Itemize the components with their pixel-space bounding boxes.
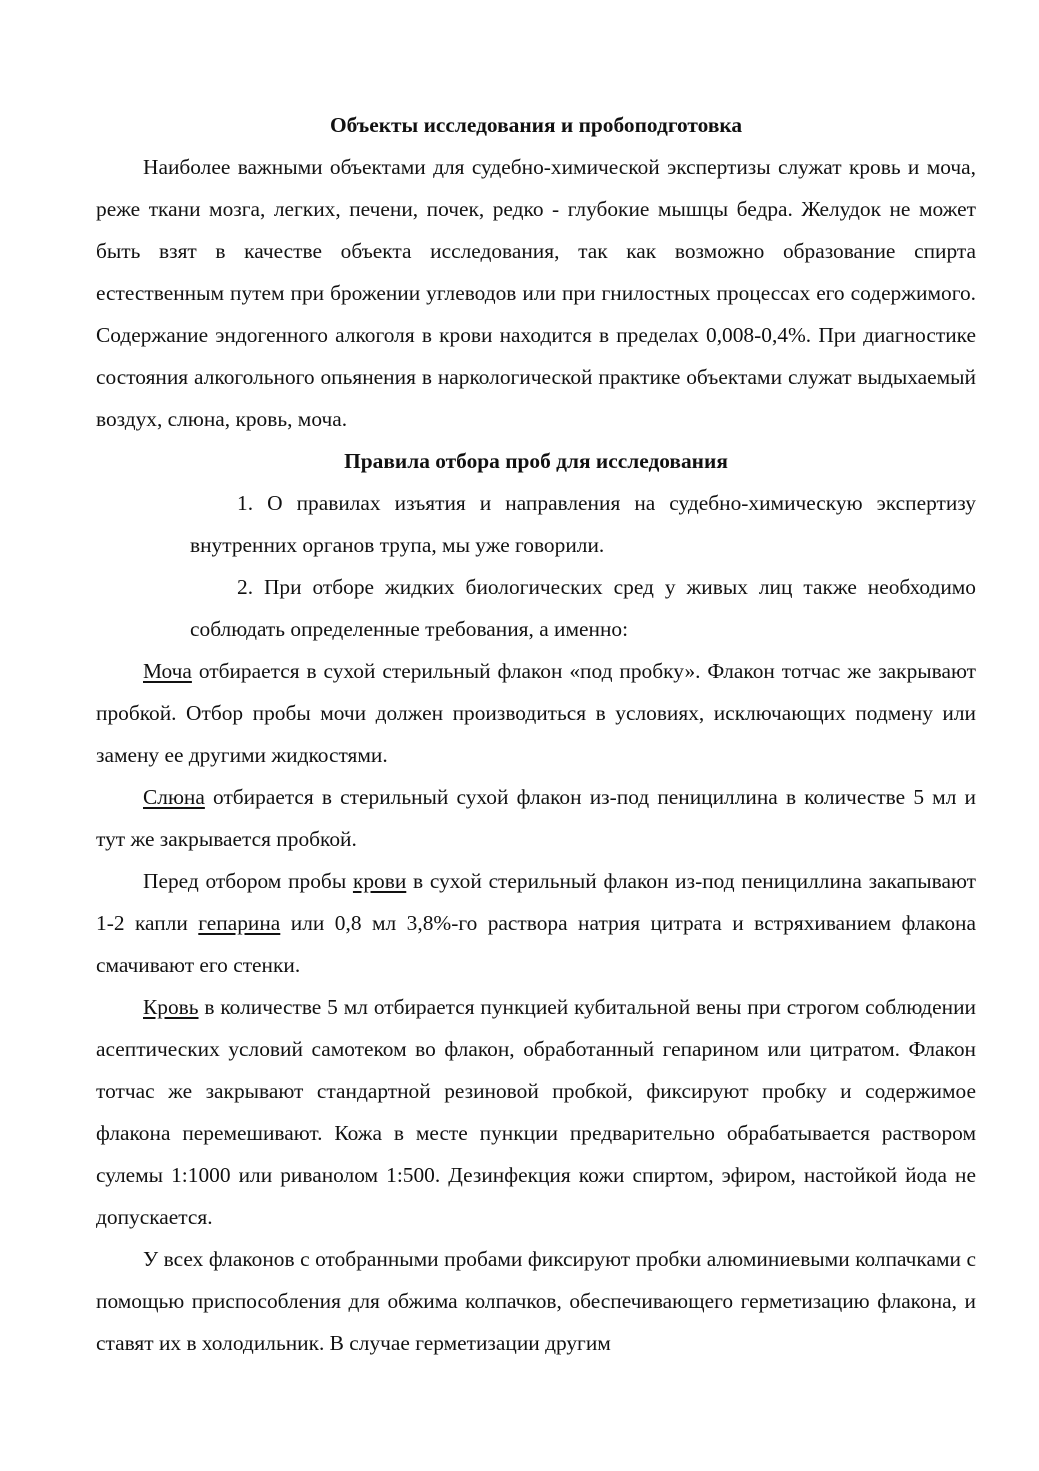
saliva-text: отбирается в стерильный сухой флакон из-под пенициллина в количестве 5 мл и тут же закрывается пробкой.: [96, 785, 976, 851]
term-urine: Моча: [143, 659, 192, 683]
term-blood: Кровь: [143, 995, 199, 1019]
paragraph-saliva: [96, 776, 976, 860]
section-title-sampling-rules: Правила отбора проб для исследования: [344, 449, 728, 473]
term-heparin: гепарина: [198, 911, 281, 935]
blood-text: в количестве 5 мл отбирается пункцией кубитальной вены при строгом соблюдении асептических условий самотеком во флакон, обработанный гепарином или цитратом. Флакон тотчас же закрывают стандартной резиновой пробкой, фиксируют пробку и содержимое флакона перемешивают. Кожа в месте пункции предварительно обрабатывается раствором сулемы 1:1000 или риванолом 1:500. Дезинфекция кожи спиртом, эфиром, настойкой йода не допускается.: [96, 995, 976, 1229]
urine-text: отбирается в сухой стерильный флакон «под пробку». Флакон тотчас же закрывают пробкой. Отбор пробы мочи должен производиться в условиях, исключающих подмену или замену ее другими жидкостями.: [96, 659, 976, 767]
blood-prep-after: или 0,8 мл 3,8%-го раствора натрия цитрата и встряхиванием флакона смачивают его стенки.: [96, 911, 976, 977]
term-saliva: Слюна: [143, 785, 205, 809]
list-item-2: 2. При отборе жидких биологических сред у живых лиц также необходимо соблюдать определенные требования, а именно:: [190, 575, 976, 641]
section-title-objects: Объекты исследования и пробоподготовка: [329, 113, 743, 137]
paragraph-blood-prep: [96, 860, 976, 986]
paragraph-urine: [96, 650, 976, 776]
blood-prep-before: Перед отбором пробы: [143, 869, 353, 893]
term-blood-lower: крови: [352, 869, 407, 893]
list-item-1: 1. О правилах изъятия и направления на судебно-химическую экспертизу внутренних органов трупа, мы уже говорили.: [190, 491, 976, 557]
paragraph-objects: Наиболее важными объектами для судебно-химической экспертизы служат кровь и моча, реже ткани мозга, легких, печени, почек, редко - глубокие мышцы бедра. Желудок не может быть взят в качестве объекта исследования, так как возможно образование спирта естественным путем при брожении углеводов или при гнилостных процессах его содержимого. Содержание эндогенного алкоголя в крови находится в пределах 0,008-0,4%. При диагностике состояния алкогольного опьянения в наркологической практике объектами служат выдыхаемый воздух, слюна, кровь, моча.: [96, 155, 976, 431]
blood-prep-middle: в сухой стерильный флакон из-под пенициллина закапывают 1-2 капли: [96, 869, 976, 935]
paragraph-sealing: У всех флаконов с отобранными пробами фиксируют пробки алюминиевыми колпачками с помощью приспособления для обжима колпачков, обеспечивающего герметизацию флакона, и ставят их в холодильник. В случае герметизации другим: [96, 1247, 976, 1355]
document-page: [96, 104, 976, 1364]
paragraph-blood: [96, 986, 976, 1238]
